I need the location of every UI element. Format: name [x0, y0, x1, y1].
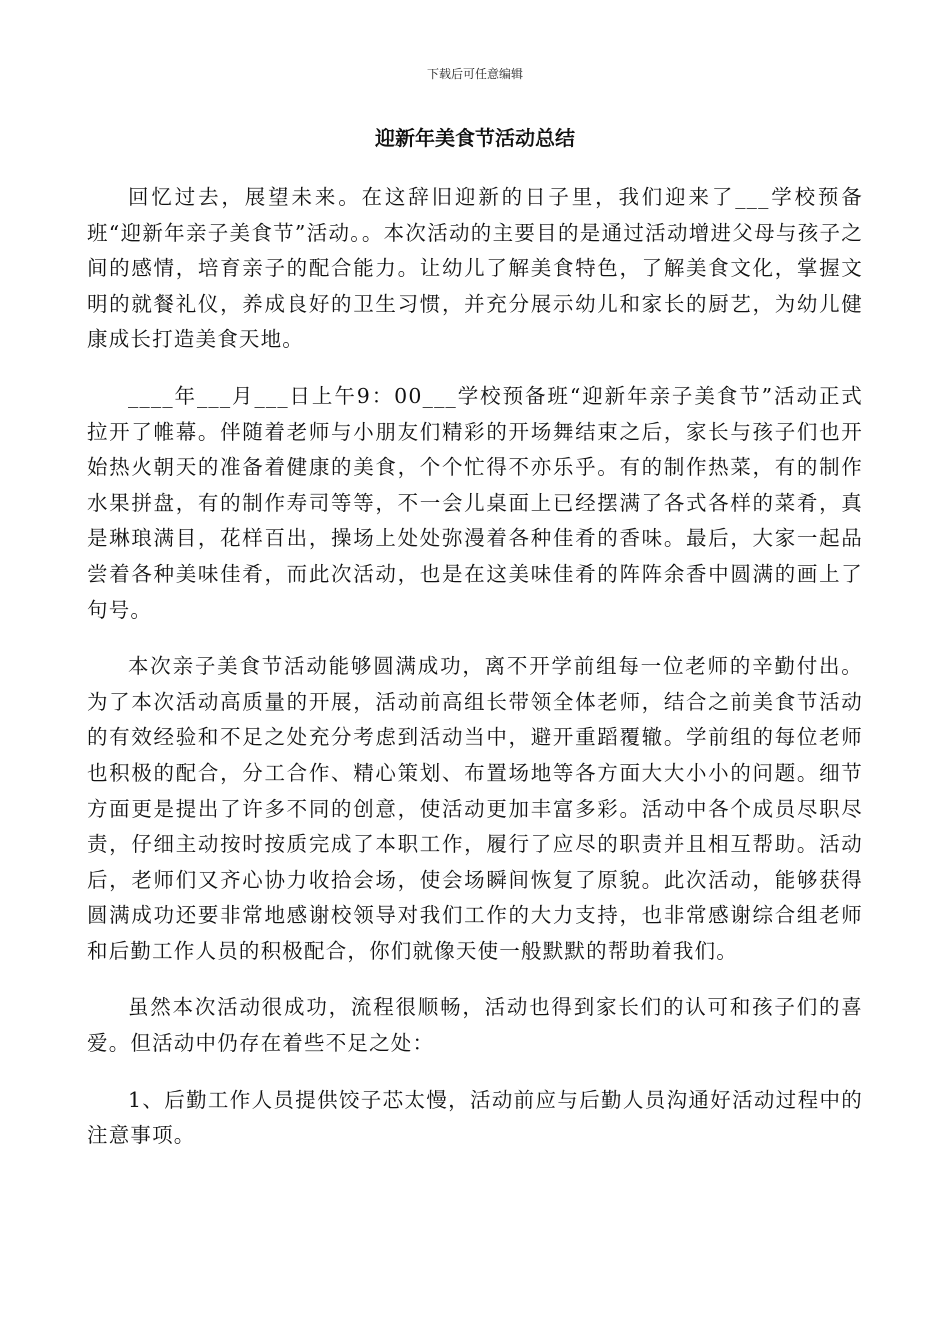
- paragraph-shortcomings-intro: 虽然本次活动很成功，流程很顺畅，活动也得到家长们的认可和孩子们的喜爱。但活动中仍存在着些不足之处：: [87, 995, 863, 1056]
- paragraph-acknowledgements: 本次亲子美食节活动能够圆满成功，离不开学前组每一位老师的辛勤付出。为了本次活动高质量的开展，活动前高组长带领全体老师，结合之前美食节活动的有效经验和不足之处充分考虑到活动当中，避开重蹈覆辙。学前组的每位老师也积极的配合，分工合作、精心策划、布置场地等各方面大大小小的问题。细节方面更是提出了许多不同的创意，使活动更加丰富多彩。活动中各个成员尽职尽责，仔细主动按时按质完成了本职工作，履行了应尽的职责并且相互帮助。活动后，老师们又齐心协力收拾会场，使会场瞬间恢复了原貌。此次活动，能够获得圆满成功还要非常地感谢校领导对我们工作的大力支持，也非常感谢综合组老师和后勤工作人员的积极配合，你们就像天使一般默默的帮助着我们。: [87, 654, 863, 963]
- document-title: 迎新年美食节活动总结: [375, 126, 575, 150]
- document-body: [87, 180, 863, 1175]
- paragraph-event-description: ____年___月___日上午9：00___学校预备班“迎新年亲子美食节”活动正式拉开了帷幕。伴随着老师与小朋友们精彩的开场舞结束之后，家长与孩子们也开始热火朝天的准备着健康的美食，个个忙得不亦乐乎。有的制作热菜，有的制作水果拼盘，有的制作寿司等等，不一会儿桌面上已经摆满了各式各样的菜肴，真是琳琅满目，花样百出，操场上处处弥漫着各种佳肴的香味。最后，大家一起品尝着各种美味佳肴，而此次活动，也是在这美味佳肴的阵阵余香中圆满的画上了句号。: [87, 383, 863, 622]
- header-note: 下载后可任意编辑: [426, 67, 523, 81]
- paragraph-intro: 回忆过去，展望未来。在这辞旧迎新的日子里，我们迎来了___学校预备班“迎新年亲子美食节”活动。。本次活动的主要目的是通过活动增进父母与孩子之间的感情，培育亲子的配合能力。让幼儿了解美食特色，了解美食文化，掌握文明的就餐礼仪，养成良好的卫生习惯，并充分展示幼儿和家长的厨艺，为幼儿健康成长打造美食天地。: [87, 185, 863, 352]
- paragraph-shortcoming-1: 1、后勤工作人员提供饺子芯太慢，活动前应与后勤人员沟通好活动过程中的注意事项。: [87, 1087, 863, 1148]
